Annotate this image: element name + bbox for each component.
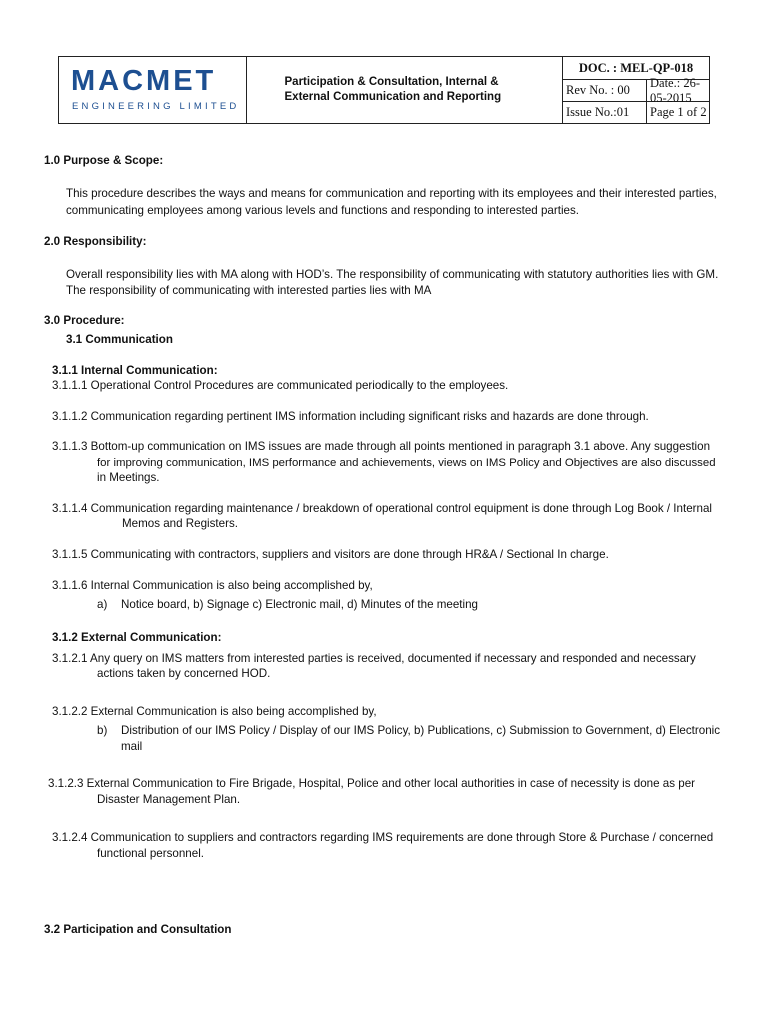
item-3113-line2: for improving communication, IMS performance and achievements, views on IMS Policy and Objectives are also discussed (97, 457, 716, 469)
responsibility-text-line2: The responsibility of communicating with interested parties lies with MA (66, 284, 432, 297)
document-title-cell (247, 57, 563, 123)
item-3123-line1: 3.1.2.3 External Communication to Fire Brigade, Hospital, Police and other local authorities in case of necessity is done as per (48, 777, 696, 790)
document-title-line2: External Communication and Reporting (284, 91, 502, 103)
document-title (285, 75, 525, 105)
item-3122-b-line1: Distribution of our IMS Policy / Display of our IMS Policy, b) Publications, c) Submission to Government, d) Electronic (121, 724, 721, 737)
item-3121-line2: actions taken by concerned HOD. (97, 667, 271, 680)
document-header-table (58, 56, 710, 124)
item-3114-line2: Memos and Registers. (122, 517, 238, 530)
item-3122-b-label: b) (97, 724, 108, 737)
item-3122-b-line2: mail (121, 740, 143, 753)
item-3122: 3.1.2.2 External Communication is also being accomplished by, (52, 705, 377, 718)
item-3113-line3: in Meetings. (97, 471, 160, 484)
subsection-communication-heading: 3.1 Communication (66, 333, 173, 346)
item-3114-line1: 3.1.1.4 Communication regarding maintenance / breakdown of operational control equipment is done through Log Book / Internal (52, 502, 712, 515)
participation-consultation-heading: 3.2 Participation and Consultation (44, 923, 232, 936)
item-3116: 3.1.1.6 Internal Communication is also being accomplished by, (52, 579, 373, 592)
company-logo-subtitle: ENGINEERING LIMITED (72, 101, 240, 112)
page-number: Page 1 of 2 (650, 105, 707, 119)
logo-cell (59, 57, 247, 123)
item-3124-line1: 3.1.2.4 Communication to suppliers and contractors regarding IMS requirements are done through Store & Purchase / concerned (52, 831, 714, 844)
document-title-line1: Participation & Consultation, Internal & (284, 76, 499, 88)
section-purpose-heading: 1.0 Purpose & Scope: (44, 154, 164, 167)
item-3123-line2: Disaster Management Plan. (97, 793, 241, 806)
internal-communication-heading: 3.1.1 Internal Communication: (52, 364, 218, 377)
purpose-text-line2: communicating employees among various levels and functions and responding to interested parties. (66, 204, 579, 217)
item-3124-line2: functional personnel. (97, 847, 204, 860)
item-3116-a-text: Notice board, b) Signage c) Electronic mail, d) Minutes of the meeting (121, 598, 479, 611)
purpose-text-line1: This procedure describes the ways and means for communication and reporting with its employees and their interested parties, (66, 187, 717, 200)
item-3112: 3.1.1.2 Communication regarding pertinent IMS information including significant risks and hazards are done through. (52, 410, 649, 423)
issue-number: Issue No.:01 (563, 102, 647, 123)
doc-number: DOC. : MEL-QP-018 (563, 57, 709, 80)
external-communication-heading: 3.1.2 External Communication: (52, 631, 222, 644)
doc-date: Date.: 26-05-2015 (647, 80, 709, 102)
item-3121-line1: 3.1.2.1 Any query on IMS matters from interested parties is received, documented if necessary and responded and necessary (52, 652, 696, 665)
company-logo: MACMET (71, 65, 217, 97)
item-3113-line1: 3.1.1.3 Bottom-up communication on IMS issues are made through all points mentioned in paragraph 3.1 above. Any suggestion (52, 440, 711, 453)
rev-number: Rev No. : 00 (563, 80, 647, 102)
section-responsibility-heading: 2.0 Responsibility: (44, 235, 147, 248)
section-procedure-heading: 3.0 Procedure: (44, 314, 125, 327)
item-3111: 3.1.1.1 Operational Control Procedures are communicated periodically to the employees. (52, 379, 509, 392)
responsibility-text-line1: Overall responsibility lies with MA along with HOD’s. The responsibility of communicating with statutory authorities lies with GM. (66, 268, 719, 281)
item-3115: 3.1.1.5 Communicating with contractors, suppliers and visitors are done through HR&A / Sectional In charge. (52, 548, 609, 561)
item-3116-a-label: a) (97, 598, 108, 611)
